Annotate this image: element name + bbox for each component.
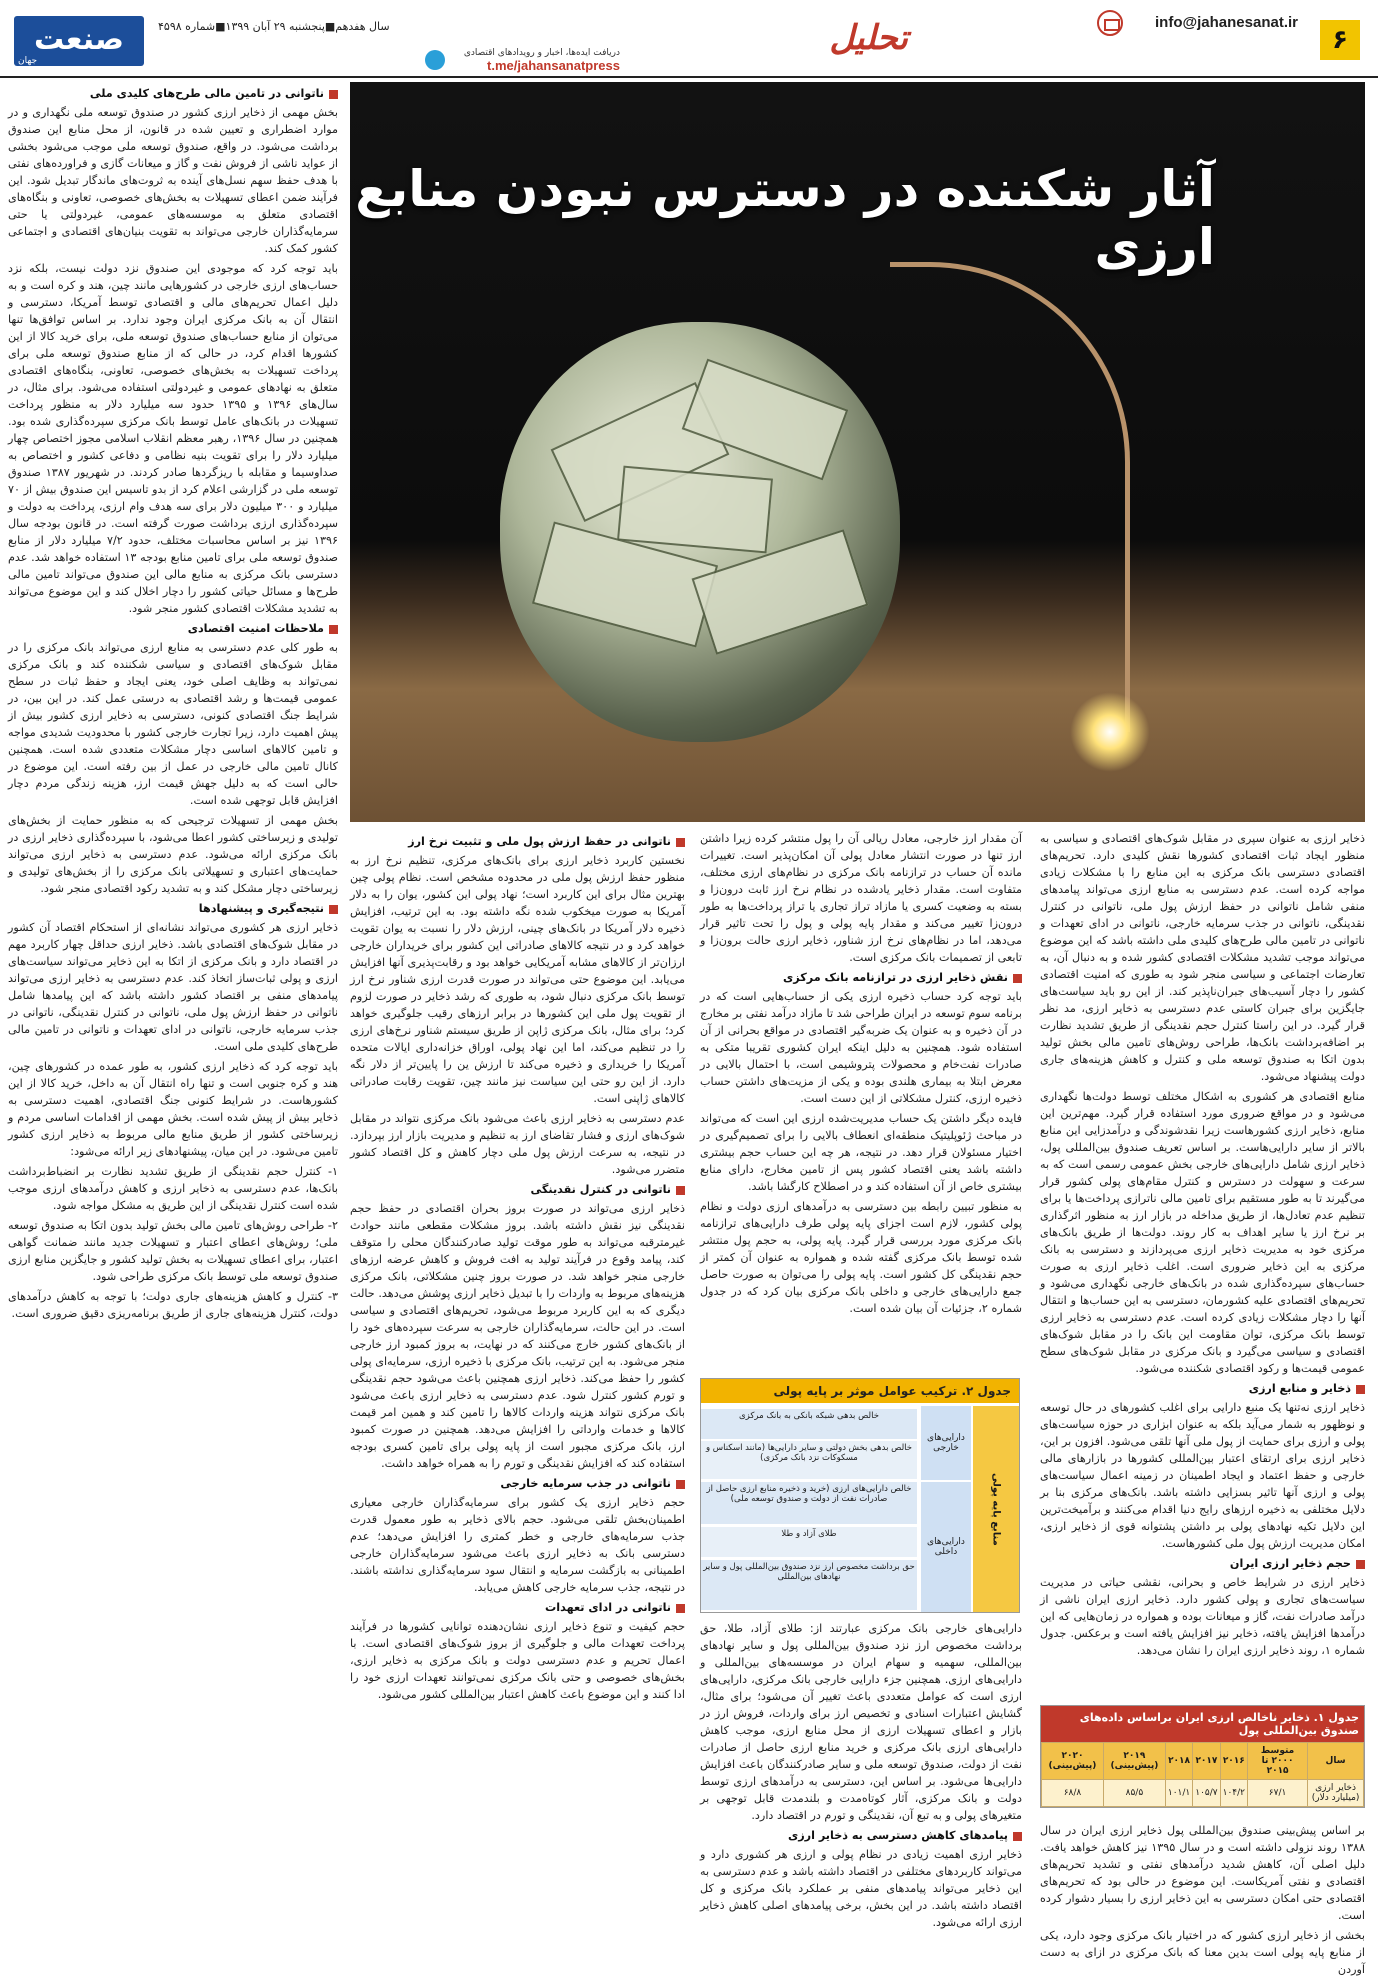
paragraph: بر اساس پیش‌بینی صندوق بین‌المللی پول ذخایر ارزی ایران در سال ۱۳۸۸ روند نزولی داشته است و در سال ۱۳۹۵ نیز کاهش خواهد یافت. دلیل اصلی آن، کاهش شدید درآمدهای نفتی و تشدید تحریم‌های اقتصادی و نفتی آمریکاست. این موضوع در حالی بود که تحریم‌های اقتصادی حتی امکان دسترسی به این ذخایر ارزی را بسیار دشوار کرده است.	[1040, 1824, 1365, 1922]
subheading: ملاحظات امنیت اقتصادی	[8, 620, 338, 637]
paragraph: حجم ذخایر ارزی یک کشور برای سرمایه‌گذاران خارجی معیاری اطمینان‌بخش تلقی می‌شود. حجم بالای ذخایر به طور معمول قدرت جذب سرمایه‌های خارجی و خطر کمتری را افزایش می‌دهد؛ عدم دسترسی بانک به ذخایر ارزی باعث می‌شود سرمایه‌گذاران خارجی اطمینانی به بازگشت سرمایه و انتقال سود سرمایه‌گذاری نداشته باشند. در نتیجه، جذب سرمایه خارجی کاهش می‌یابد.	[350, 1496, 685, 1594]
table-1-grid	[1041, 1742, 1364, 1807]
paragraph: به طور کلی عدم دسترسی به منابع ارزی می‌تواند بانک مرکزی را در مقابل شوک‌های اقتصادی و سیاسی شکننده کند و بانک مرکزی نمی‌تواند به وظایف اصلی خود، یعنی ایجاد و حفظ ثبات در سطح عمومی قیمت‌ها و رشد اقتصادی به درستی عمل کند. در این بین، در شرایط جنگ اقتصادی کنونی، دسترسی به ذخایر ارزی کشور بیش از پیش اهمیت دارد، زیرا تجارت خارجی کشور با محدودیت شدیدی مواجه و تامین کالاهای اساسی دچار مشکلات متعددی شده است. همچنین کانال تامین مالی خارجی در عمل از بین رفته است. این موضوع در حالی است که به دلیل جهش قیمت ارز، هزینه زندگی مردم دچار افزایش قابل توجهی شده است.	[8, 641, 338, 807]
spark-image	[1070, 692, 1150, 772]
table-cell: ۶۸/۸	[1042, 1780, 1104, 1807]
paragraph: ذخایر ارزی اهمیت زیادی در نظام پولی و ارزی هر کشوری دارد و می‌تواند کاربردهای مختلفی در اقتصاد داشته باشد و عدم دسترسی به این ذخایر می‌تواند پیامدهای منفی بر عملکرد بانک مرکزی و کل اقتصاد داشته باشد. در این بخش، برخی پیامدهای اصلی کاهش ذخایر ارزی ارائه می‌شود.	[700, 1848, 1022, 1929]
paragraph: فایده دیگر داشتن یک حساب مدیریت‌شده ارزی این است که می‌تواند در مباحث ژئوپلیتیک منطقه‌ای انعطاف بالایی را برای تصمیم‌گیری در اختیار مسئولان قرار دهد. در نتیجه، هر چه این حساب حجم بیشتری داشته باشد یعنی اقتصاد کشور پس از تامین مخارج، دارای منابع بیشتری خاص از آن استفاده کند و در اصطلاح کارگشا باشد.	[700, 1112, 1022, 1193]
subheading: ناتوانی در جذب سرمایه خارجی	[350, 1475, 685, 1492]
table-2-row: خالص بدهی بخش دولتی و سایر دارایی‌ها (مانند اسکناس و مسکوکات نزد بانک مرکزی)	[701, 1441, 917, 1479]
table-cell: ۶۷/۱	[1248, 1780, 1308, 1807]
article-headline: آثار شکننده در دسترس نبودن منابع ارزی	[355, 160, 1215, 276]
paragraph: باید توجه کرد که ذخایر ارزی کشور، به طور عمده در کشورهای چین، هند و کره جنوبی است و تنها راه انتقال آن به داخل، خرید کالا از این کشورهاست. در شرایط کنونی جنگ اقتصادی، اهمیت دسترسی به ذخایر بیش از پیش شده است. بخش مهمی از اقدامات اساسی مردم و زیرساختی کشور از طریق منابع مالی مربوط به ذخایر ارزی کشور تامین می‌شود. در این میان، پیشنهادهای زیر ارائه می‌شود:	[8, 1060, 338, 1158]
column-3	[700, 830, 1022, 1370]
column-4	[350, 830, 685, 1947]
column-2	[1040, 830, 1365, 1700]
table-2-group-label: دارایی‌های داخلی	[921, 1482, 971, 1612]
paragraph: نخستین کاربرد ذخایر ارزی برای بانک‌های مرکزی، تنظیم نرخ ارز به منظور حفظ ارزش پول ملی در محدوده مشخص است. نظام پولی چین بهترین مثال برای این کاربرد است؛ نهاد پولی این کشور، یوان را به دلار آمریکا به صورت میخکوب شده نگه داشته بود. به این ترتیب، افزایش ذخیره دلار آمریکا در بانک‌های چینی، ارزش دلار را نسبت به یوان تقویت خواهد کرد و در نتیجه کالاهای صادراتی این کشور برای خریداران خارجی ارزان‌تر از کالاهای مشابه آمریکایی خواهد بود و رقابت‌پذیری آنها افزایش می‌یابد. این موضوع حتی می‌تواند در صورت قدرت ارزی شناور نرخ ارز توسط بانک مرکزی دنبال شود، به طوری که رشد ذخایر در صورت لزوم از تقویت پول ملی این کشورها در برابر ارزهای رقیب جلوگیری خواهد کرد؛ برای مثال، بانک مرکزی ژاپن از طریق سیستم شناور نرخ‌های ارزی را در تنظیم می‌کند، اما این نهاد پولی، اوراق خزانه‌داری ایالات متحده آمریکا را خریداری و ذخیره می‌کند تا ارزش ین را پایین‌تر از دلار نگه دارد. از این رو حتی این سیاست نیز مانند چین، تقویت رقابت صادراتی کالاهای ژاپنی است.	[350, 854, 685, 1105]
subheading: ناتوانی در حفظ ارزش پول ملی و تثبیت نرخ ارز	[350, 833, 685, 850]
column-2-bottom	[1040, 1822, 1365, 1976]
table-2-group-label: دارایی‌های خارجی	[921, 1406, 971, 1480]
paragraph: بخش مهمی از ذخایر ارزی کشور در صندوق توسعه ملی نگهداری و در موارد اضطراری و تعیین شده در قانون، از محل منابع این صندوق برداشت می‌شود. در واقع، صندوق توسعه ملی موجب می‌شود بخشی از عواید ناشی از فروش نفت و گاز و میعانات گازی و فراورده‌های نفتی با هدف حفظ سهم نسل‌های آینده به ثروت‌های ماندگار تبدیل شود. این فرآیند ضمن اعطای تسهیلات به بخش‌های خصوصی، تعاونی و بنگاه‌های اقتصادی متعلق به موسسه‌های عمومی، غیردولتی یا حتی سرمایه‌گذاران خارجی می‌تواند به تقویت بنیان‌های اقتصادی و اجتماعی کشور کمک کند.	[8, 106, 338, 255]
paragraph: بخش مهمی از تسهیلات ترجیحی که به منظور حمایت از بخش‌های تولیدی و زیرساختی کشور اعطا می‌شود، با سپرده‌گذاری ذخایر ارزی در بانک مرکزی ارائه می‌شود. عدم دسترسی به ذخایر ارزی می‌تواند حمایت‌های اعتباری و تسهیلاتی بانک مرکزی را از بخش‌های تولیدی و زیرساختی دچار مشکل کند و به تشدید رکود اقتصادی منجر شود.	[8, 814, 338, 895]
table-2-row: خالص دارایی‌های ارزی (خرید و ذخیره منابع ارزی حاصل از صادرات نفت از دولت و صندوق توسعه ملی)	[701, 1482, 917, 1524]
table-2-row: طلای آزاد و طلا	[701, 1527, 917, 1557]
table-2-main-label: منابع پایه پولی	[973, 1406, 1019, 1612]
paragraph: ۱- کنترل حجم نقدینگی از طریق تشدید نظارت بر انضباط‌برداشت بانک‌ها، عدم دسترسی به ذخایر ارزی و کاهش درآمدهای ارزی موجب شده است کنترل نقدینگی از این طریق به مشکل مواجه شود.	[8, 1165, 338, 1212]
table-header: سال	[1308, 1743, 1364, 1780]
issue-info: سال هفدهم■پنجشنبه ۲۹ آبان ۱۳۹۹■شماره ۴۵۹۸	[158, 20, 390, 33]
telegram-caption: دریافت ایده‌ها، اخبار و رویدادهای اقتصادی	[463, 48, 620, 58]
table-header: ۲۰۱۸	[1165, 1743, 1192, 1780]
table-1-title: جدول ۱. ذخایر ناخالص ارزی ایران براساس داده‌های صندوق بین‌المللی پول	[1041, 1706, 1364, 1742]
paragraph: عدم دسترسی به ذخایر ارزی باعث می‌شود بانک مرکزی نتواند در مقابل شوک‌های ارزی و فشار تقاضای ارز به تنظیم و مدیریت بازار ارز بپردازد. در نتیجه، به سرعت ارزش پول ملی دچار کاهش و کل اقتصاد کشور متضرر می‌شود.	[350, 1112, 685, 1176]
subheading: پیامدهای کاهش دسترسی به ذخایر ارزی	[700, 1827, 1022, 1844]
paragraph: ۳- کنترل و کاهش هزینه‌های جاری دولت؛ با توجه به کاهش درآمدهای دولت، کنترل هزینه‌های جاری از طریق برنامه‌ریزی دقیق ضروری است.	[8, 1290, 338, 1320]
subheading: حجم ذخایر ارزی ایران	[1040, 1555, 1365, 1572]
paragraph: ذخایر ارزی می‌تواند در صورت بروز بحران اقتصادی در حفظ حجم نقدینگی نیز نقش داشته باشد. بروز مشکلات مقطعی مانند حوادث غیرمترقبه می‌تواند به طور موقت تولید صادرکنندگان محلی را متوقف کند، پیامد وقوع در فرآیند تولید به افت فروش و کاهش عرضه ارزهای خارجی منجر خواهد شد. در صورت بروز چنین مشکلاتی، بانک مرکزی هزینه‌های مربوط به واردات را با تبدیل ذخایر ارزی پوشش می‌دهد. حالت دیگری که به این کاربرد مربوط می‌شود، تحریم‌های اقتصادی و سیاسی است. در این حالت، سرمایه‌گذاران خارجی به سرعت سپرده‌های خود را از بانک‌های کشور خارج می‌کنند که در نهایت، به بروز کمبود ارز خارجی منجر می‌شود. به این ترتیب، بانک مرکزی با ذخیره ارزی، سرمایه‌ای پولی کشور را حفظ می‌کند. ذخایر ارزی همچنین باعث می‌شود حجم نقدینگی و تورم کشور کنترل شود. عدم دسترسی به ذخایر ارزی باعث می‌شود بانک مرکزی نتواند هزینه واردات کالاها را تامین کند و همین امر قیمت کالاها و خدمات وارداتی را افزایش می‌دهد. همچنین در صورت کمبود ارز، بانک مرکزی مجبور است از پایه پولی برای تامین کسری بودجه استفاده کند که افزایش نقدینگی و تورم را به همراه خواهد داشت.	[350, 1202, 685, 1470]
paragraph: آن مقدار ارز خارجی، معادل ریالی آن را پول منتشر کرده زیرا داشتن ارز تنها در صورت انتشار معادل پولی آن امکان‌پذیر است. تغییرات مانده آن حساب در ترازنامه بانک مرکزی در نظام‌های ارزی مختلف، متفاوت است. مقدار ذخایر یادشده در نظام نرخ ارز ثابت درون‌زا و بسته به وضعیت کسری یا مازاد تراز تجاری یا تراز پرداخت‌ها به طور درون‌زا تغییر می‌کند و مقدار پایه پولی و پول را تحت تاثیر قرار می‌دهد، اما در نظام‌های نرخ ارز شناور، ذخایر ارزی حالت برون‌زا و تابعی از تصمیمات بانک مرکزی است.	[700, 832, 1022, 964]
money-bomb-image	[500, 322, 900, 742]
paragraph: منابع اقتصادی هر کشوری به اشکال مختلف توسط دولت‌ها نگهداری می‌شود و در مواقع ضروری مورد استفاده قرار گیرد. مهم‌ترین این منابع، ذخایر ارزی کشورهاست زیرا نقدشوندگی و درآمدزایی این منابع بالاتر از سایر دارایی‌هاست. بر اساس تعریف صندوق بین‌المللی پول، ذخایر ارزی شامل دارایی‌های خارجی بخش عمومی رسمی است که به سرعت و سهولت در دسترس و کنترل مقام‌های پولی کشور قرار می‌گیرند تا به طور مستقیم برای تامین مالی ناترازی پرداخت‌ها یا برای تنظیم عدم تعادل‌ها، از طریق مداخله در بازار ارز به منظور اثرگذاری بر نرخ ارز یا سایر اهداف به کار روند. دولت‌ها از طریق بانک‌های مرکزی خود به مدیریت ذخایر ارزی می‌پردازند و دسترسی به بانک مرکزی به این ذخایر ضروری است. اغلب ذخایر ارزی به صورت حساب‌های سپرده‌گذاری شده در بانک‌های خارجی نگهداری می‌شود و تحریم‌های اقتصادی علیه کشورمان، دسترسی به این حساب‌ها و انتقال آنها را دچار مشکلات زیادی کرده است. عدم دسترسی به ذخایر ارزی توسط بانک مرکزی، توان مقاومت این بانک را در مقابل شوک‌های اقتصادی و سیاسی می‌گیرد و بانک مرکزی در مقابل شوک‌های سطح عمومی قیمت‌ها و رکود اقتصادی شکننده می‌شود.	[1040, 1090, 1365, 1375]
telegram-link[interactable]: t.me/jahansanatpress	[487, 58, 620, 73]
paragraph: بخشی از ذخایر ارزی کشور که در اختیار بانک مرکزی وجود دارد، یکی از منابع پایه پولی است بدین معنا که بانک مرکزی در ازای به دست آوردن	[1040, 1929, 1365, 1976]
table-header: ۲۰۲۰ (پیش‌بینی)	[1042, 1743, 1104, 1780]
table-cell: ۱۰۴/۲	[1220, 1780, 1247, 1807]
paragraph: ذخایر ارزی در شرایط خاص و بحرانی، نقشی حیاتی در مدیریت سیاست‌های تجاری و پولی کشور دارد. ذخایر ارزی ایران ناشی از درآمد صادرات نفت، گاز و میعانات بوده و همواره در زمان‌هایی که این درآمدها افزایش یافته، ذخایر نیز افزایش یافته است و برعکس. جدول شماره ۱، روند ذخایر ارزی ایران را نشان می‌دهد.	[1040, 1576, 1365, 1657]
table-cell: ذخایر ارزی (میلیارد دلار)	[1308, 1780, 1364, 1807]
paragraph: باید توجه کرد که موجودی این صندوق نزد دولت نیست، بلکه نزد حساب‌های ارزی خارجی در کشورهایی مانند چین، هند و کره است و به دلیل اعمال تحریم‌های مالی و اقتصادی توسط آمریکا، دسترسی و انتقال آن به بانک مرکزی ایران وجود ندارد. بر اساس توافق‌ها تنها می‌توان از منابع حساب‌های صندوق توسعه ملی، برای خرید کالا از این کشورها اقدام کرد، در حالی که از منابع صندوق توسعه ملی برای پرداخت تسهیلات به بخش‌های خصوصی، تعاونی، بنگاه‌های اقتصادی متعلق به نهادهای عمومی و غیردولتی استفاده می‌شود. برای مثال، در سال‌های ۱۳۹۶ و ۱۳۹۵ حدود سه میلیارد دلار به منظور پرداخت تسهیلات در بانک‌های عامل توسط بانک مرکزی سپرده‌گذاری شده بود. همچنین در سال ۱۳۹۶، رهبر معظم انقلاب اسلامی مجوز اختصاص چهار میلیارد دلار را برای تقویت بنیه نظامی و دفاعی کشور و اختصاص به صداوسیما و مقابله با ریزگردها صادر کردند. در شهریور ۱۳۸۷ صندوق توسعه ملی در گزارشی اعلام کرد از بدو تاسیس این صندوق بیش از ۷۰ میلیارد و ۳۰۰ میلیون دلار برای سه هدف وام ارزی، پرداخت به دولت و سپرده‌گذاری ارزی برداشت صورت گرفته است. در قانون بودجه سال ۱۳۹۶ نیز بر اساس محاسبات مختلف، حدود ۷/۲ میلیارد دلار از منابع صندوق توسعه ملی برای تامین منابع بودجه ۱۳ استفاده خواهد شد. عدم دسترسی بانک مرکزی به منابع مالی این صندوق می‌تواند تامین مالی طرح‌ها و مسائل حیاتی کشور را دچار اخلال کند و این موضوع می‌تواند به تشدید مشکلات اقتصادی کشور منجر شود.	[8, 262, 339, 615]
telegram-box	[430, 48, 620, 73]
table-header: ۲۰۱۶	[1220, 1743, 1247, 1780]
subheading: نتیجه‌گیری و پیشنهادها	[8, 900, 338, 917]
column-1	[8, 82, 338, 1947]
paragraph: ذخایر ارزی هر کشوری می‌تواند نشانه‌ای از استحکام اقتصاد آن کشور در مقابل شوک‌های اقتصادی باشد. ذخایر ارزی حداقل چهار کاربرد مهم در اقتصاد دارد و بانک مرکزی از اتکا به این ذخایر می‌تواند سیاست‌های ارزی و پولی ثبات‌ساز اتخاذ کند. عدم دسترسی به ذخایر ارزی می‌تواند پیامدهای منفی بر اقتصاد کشور داشته باشد که این پیامدها شامل ناتوانی در حفظ ارزش پول ملی، ناتوانی در کنترل نقدینگی، ناتوانی در جذب سرمایه خارجی، ناتوانی در ادای تعهدات و ناتوانی در تامین مالی طرح‌های کلیدی ملی است.	[8, 921, 338, 1053]
table-row	[1042, 1780, 1364, 1807]
page-header	[0, 0, 1378, 78]
paragraph: ذخایر ارزی نه‌تنها یک منبع دارایی برای اغلب کشورهای در حال توسعه و نوظهور به شمار می‌آید بلکه به عنوان ابزاری در حوزه سیاست‌های پولی و ارزی برای حمایت از پول ملی آنها تلقی می‌شود. افزون بر این، ذخایر ارزی برای ارتقای اعتبار بین‌المللی کشورها در بازارهای مالی خارجی و حفظ اعتماد و ایجاد اطمینان در زمینه اعمال سیاست‌های پولی و ارزی آنها تاثیر بسزایی داشته باشد. بانک‌های مرکزی بنا بر دلایل مختلفی به ذخیره ارزهای رایج دنیا اقدام می‌کنند و برآمیخت‌ترین این دلایل تکیه نهادهای پولی بر داشتن پشتوانه قوی از ذخایر ارزی، امکان مدیریت ارزش پول ملی کشورهاست.	[1040, 1401, 1365, 1550]
logo-subtitle: جهان	[18, 56, 38, 66]
table-2	[700, 1378, 1020, 1613]
paragraph: باید توجه کرد حساب ذخیره ارزی یکی از حساب‌هایی است که در برنامه سوم توسعه در ایران طراحی شد تا مازاد درآمد نفتی بر مخارج در آن ذخیره و به عنوان یک ضربه‌گیر اقتصادی در مواقع بحرانی از آن استفاده شود. همچنین به دلیل اینکه ایران کشوری تقریبا متکی به صادرات نفت‌خام و محصولات پتروشیمی است، با احتمال بالایی در معرض ابتلا به بیماری هلندی بوده و یکی از مزیت‌های داشتن حساب ذخیره ارزی، کنترل مشکلاتی از این دست است.	[700, 990, 1022, 1105]
paragraph: حجم کیفیت و تنوع ذخایر ارزی نشان‌دهنده توانایی کشورها در فرآیند پرداخت تعهدات مالی و جلوگیری از بروز شوک‌های اقتصادی است. با اعمال تحریم و عدم دسترسی دولت و بانک مرکزی به ذخایر ارزی، بخش‌های خصوصی و حتی بانک مرکزی نمی‌توانند تعهدات ارزی خود را ادا کنند و این موضوع باعث کاهش اعتبار بین‌المللی کشور می‌شود.	[350, 1620, 685, 1701]
table-2-title: جدول ۲. ترکیب عوامل موثر بر پایه پولی	[701, 1379, 1019, 1403]
table-header: ۲۰۱۹ (پیش‌بینی)	[1103, 1743, 1165, 1780]
paragraph: دارایی‌های خارجی بانک مرکزی عبارتند از: طلای آزاد، طلا، حق برداشت مخصوص ارز نزد صندوق بین‌المللی پول و سایر نهادهای بین‌المللی، سهمیه و سهام ایران در موسسه‌های بین‌المللی و دارایی‌های ارزی. همچنین جزء دارایی خارجی بانک مرکزی، دارایی‌های ارزی است که عوامل متعددی باعث تغییر آن می‌شود؛ برای مثال، گشایش اعتبارات اسنادی و تخصیص ارز برای واردات، فروش ارز در بازار و اعطای تسهیلات ارزی از محل منابع ارزی، موجب کاهش دارایی‌های ارزی بانک مرکزی و خرید منابع ارزی حاصل از صادرات نفت از دولت، صندوق توسعه ملی و سایر صادرکنندگان باعث افزایش دارایی‌ها می‌شود. بر اساس این، دسترسی به درآمدهای ارزی توسط دولت و بانک مرکزی، آثار کوتاه‌مدت و بلندمدت قابل توجهی بر متغیرهای پولی و به تبع آن، نقدینگی و تورم در اقتصاد دارد.	[700, 1622, 1022, 1822]
fuse-image	[890, 262, 1130, 732]
paragraph: ذخایر ارزی به عنوان سپری در مقابل شوک‌های اقتصادی و سیاسی به منظور ایجاد ثبات اقتصادی کشورها نقش کلیدی دارد. تحریم‌های اقتصادی دسترسی بانک مرکزی به این منابع را با مشکلات زیادی مواجه کرده است. عدم دسترسی به منابع ارزی می‌تواند پیامدهای منفی شامل ناتوانی در حفظ ارزش پول ملی، ناتوانی در کنترل نقدینگی، ناتوانی در جذب سرمایه خارجی، ناتوانی در ادای تعهدات و ناتوانی در تامین مالی طرح‌های کلیدی ملی داشته باشد که این موضوع می‌تواند موجب تشدید مشکلات اقتصادی کشور شده و به دنبال آن، به تعارضات اجتماعی و سیاسی منجر شود به طوری که امنیت اقتصادی کشور را دچار آسیب‌های جبران‌ناپذیر کند. از این رو باید سیاست‌های جایگزین برای جبران کاستی عدم دسترسی به ذخایر ارزی، مد نظر قرار گیرد. در این راستا کنترل حجم نقدینگی از طریق تشدید نظارت بر اضافه‌برداشت بانک‌ها، طراحی روش‌های تامین مالی بخش تولید بدون اتکا به صندوق توسعه ملی و کنترل و کاهش هزینه‌های جاری دولت پیشنهاد می‌شود.	[1040, 832, 1365, 1083]
subheading: ناتوانی در ادای تعهدات	[350, 1599, 685, 1616]
table-cell: ۱۰۵/۷	[1193, 1780, 1220, 1807]
column-3-bottom	[700, 1620, 1022, 1947]
email-address[interactable]: info@jahanesanat.ir	[1155, 14, 1298, 31]
table-1	[1040, 1705, 1365, 1808]
subheading: ناتوانی در تامین مالی طرح‌های کلیدی ملی	[8, 85, 338, 102]
table-cell: ۸۵/۵	[1103, 1780, 1165, 1807]
hero-image	[350, 82, 1365, 822]
section-title: تحلیل	[829, 18, 908, 58]
subheading: ناتوانی در کنترل نقدینگی	[350, 1181, 685, 1198]
table-2-row: حق برداشت مخصوص ارز نزد صندوق بین‌المللی پول و سایر نهادهای بین‌المللی	[701, 1560, 917, 1610]
logo: صنعت	[14, 16, 144, 66]
table-header: متوسط ۲۰۰۰ تا ۲۰۱۵	[1248, 1743, 1308, 1780]
table-header: ۲۰۱۷	[1193, 1743, 1220, 1780]
paragraph: به منظور تبیین رابطه بین دسترسی به درآمدهای ارزی دولت و نظام پولی کشور، لازم است اجزای پایه پولی طرف دارایی‌های ترازنامه بانک مرکزی مورد بررسی قرار گیرد. پایه پولی، به حجم پول منتشر شده توسط بانک مرکزی گفته شده و همواره به عنوان آن کمتر از حجم نقدینگی کل کشور است. پایه پولی را می‌توان به صورت حاصل جمع دارایی‌های خارجی و داخلی بانک مرکزی بیان کرد که در جدول شماره ۲، جزئیات آن بیان شده است.	[700, 1200, 1022, 1315]
telegram-icon	[425, 50, 445, 70]
mail-icon	[1097, 10, 1123, 36]
table-cell: ۱۰۱/۱	[1165, 1780, 1192, 1807]
table-2-row: خالص بدهی شبکه بانکی به بانک مرکزی	[701, 1409, 917, 1439]
paragraph: ۲- طراحی روش‌های تامین مالی بخش تولید بدون اتکا به صندوق توسعه ملی؛ روش‌های اعطای اعتبار و تسهیلات جدید مانند ضمانت گواهی اعتبار، برای اعطای تسهیلات به بخش تولید کشور و جایگزین منابع ارزی صندوق توسعه ملی توسط بانک مرکزی طراحی شود.	[8, 1219, 338, 1283]
page-number: ۶	[1320, 20, 1360, 60]
subheading: نقش ذخایر ارزی در ترازنامه بانک مرکزی	[700, 969, 1022, 986]
subheading: ذخایر و منابع ارزی	[1040, 1380, 1365, 1397]
